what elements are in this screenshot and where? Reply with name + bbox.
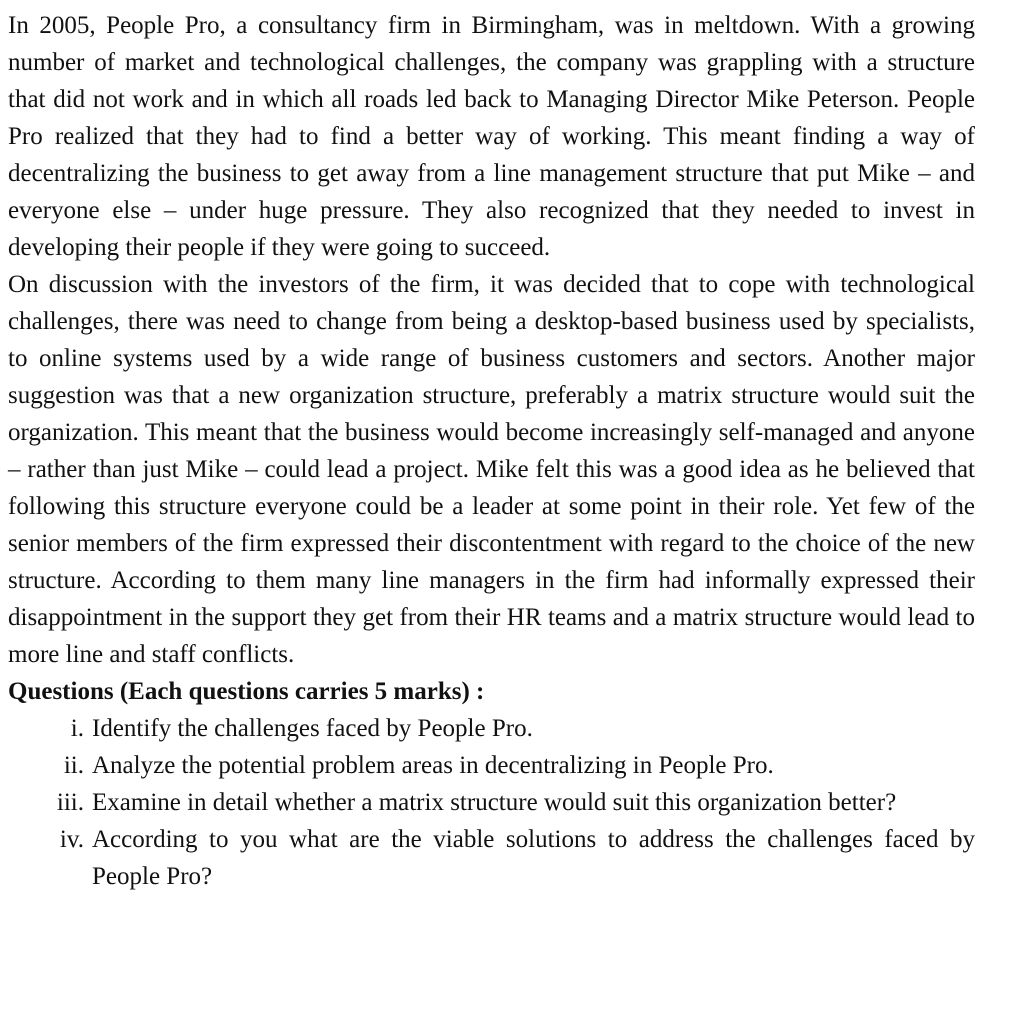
case-paragraph-1: In 2005, People Pro, a consultancy firm in Birmingham, was in meltdown. With a growing number of market and technological challenges, the company was grappling with a structure that did not work and in which all roads led back to Managing Director Mike Peterson. People Pro realized that they had to find a better way of working. This meant finding a way of decentralizing the business to get away from a line management structure that put Mike – and everyone else – under huge pressure. They also recognized that they needed to invest in developing their people if they were going to succeed. bbox=[8, 12, 975, 261]
question-text: According to you what are the viable solutions to address the challenges faced by People Pro? bbox=[92, 826, 975, 890]
question-number bbox=[8, 784, 92, 821]
question-item-2 bbox=[8, 747, 975, 784]
questions-heading: Questions (Each questions carries 5 marks) : bbox=[8, 678, 485, 705]
question-number bbox=[8, 747, 92, 784]
question-item-3 bbox=[8, 784, 975, 821]
question-number-label: iv. bbox=[59, 826, 84, 853]
question-number-label: iii. bbox=[56, 789, 84, 816]
questions-list bbox=[8, 710, 975, 895]
case-paragraph-2: On discussion with the investors of the firm, it was decided that to cope with technological challenges, there was need to change from being a desktop-based business used by specialists, to online systems used by a wide range of business customers and sectors. Another major suggestion was that a new organization structure, preferably a matrix structure would suit the organization. This meant that the business would become increasingly self-managed and anyone – rather than just Mike – could lead a project. Mike felt this was a good idea as he believed that following this structure everyone could be a leader at some point in their role. Yet few of the senior members of the firm expressed their discontentment with regard to the choice of the new structure. According to them many line managers in the firm had informally expressed their disappointment in the support they get from their HR teams and a matrix structure would lead to more line and staff conflicts. bbox=[8, 271, 975, 668]
question-text: Examine in detail whether a matrix structure would suit this organization better? bbox=[92, 789, 897, 816]
question-text: Analyze the potential problem areas in decentralizing in People Pro. bbox=[92, 752, 774, 779]
question-number bbox=[8, 710, 92, 747]
question-number-label: ii. bbox=[63, 752, 84, 779]
question-text: Identify the challenges faced by People Pro. bbox=[92, 715, 533, 742]
question-number bbox=[8, 821, 92, 895]
question-number-label: i. bbox=[70, 715, 84, 742]
question-item-1 bbox=[8, 710, 975, 747]
question-item-4 bbox=[8, 821, 975, 895]
